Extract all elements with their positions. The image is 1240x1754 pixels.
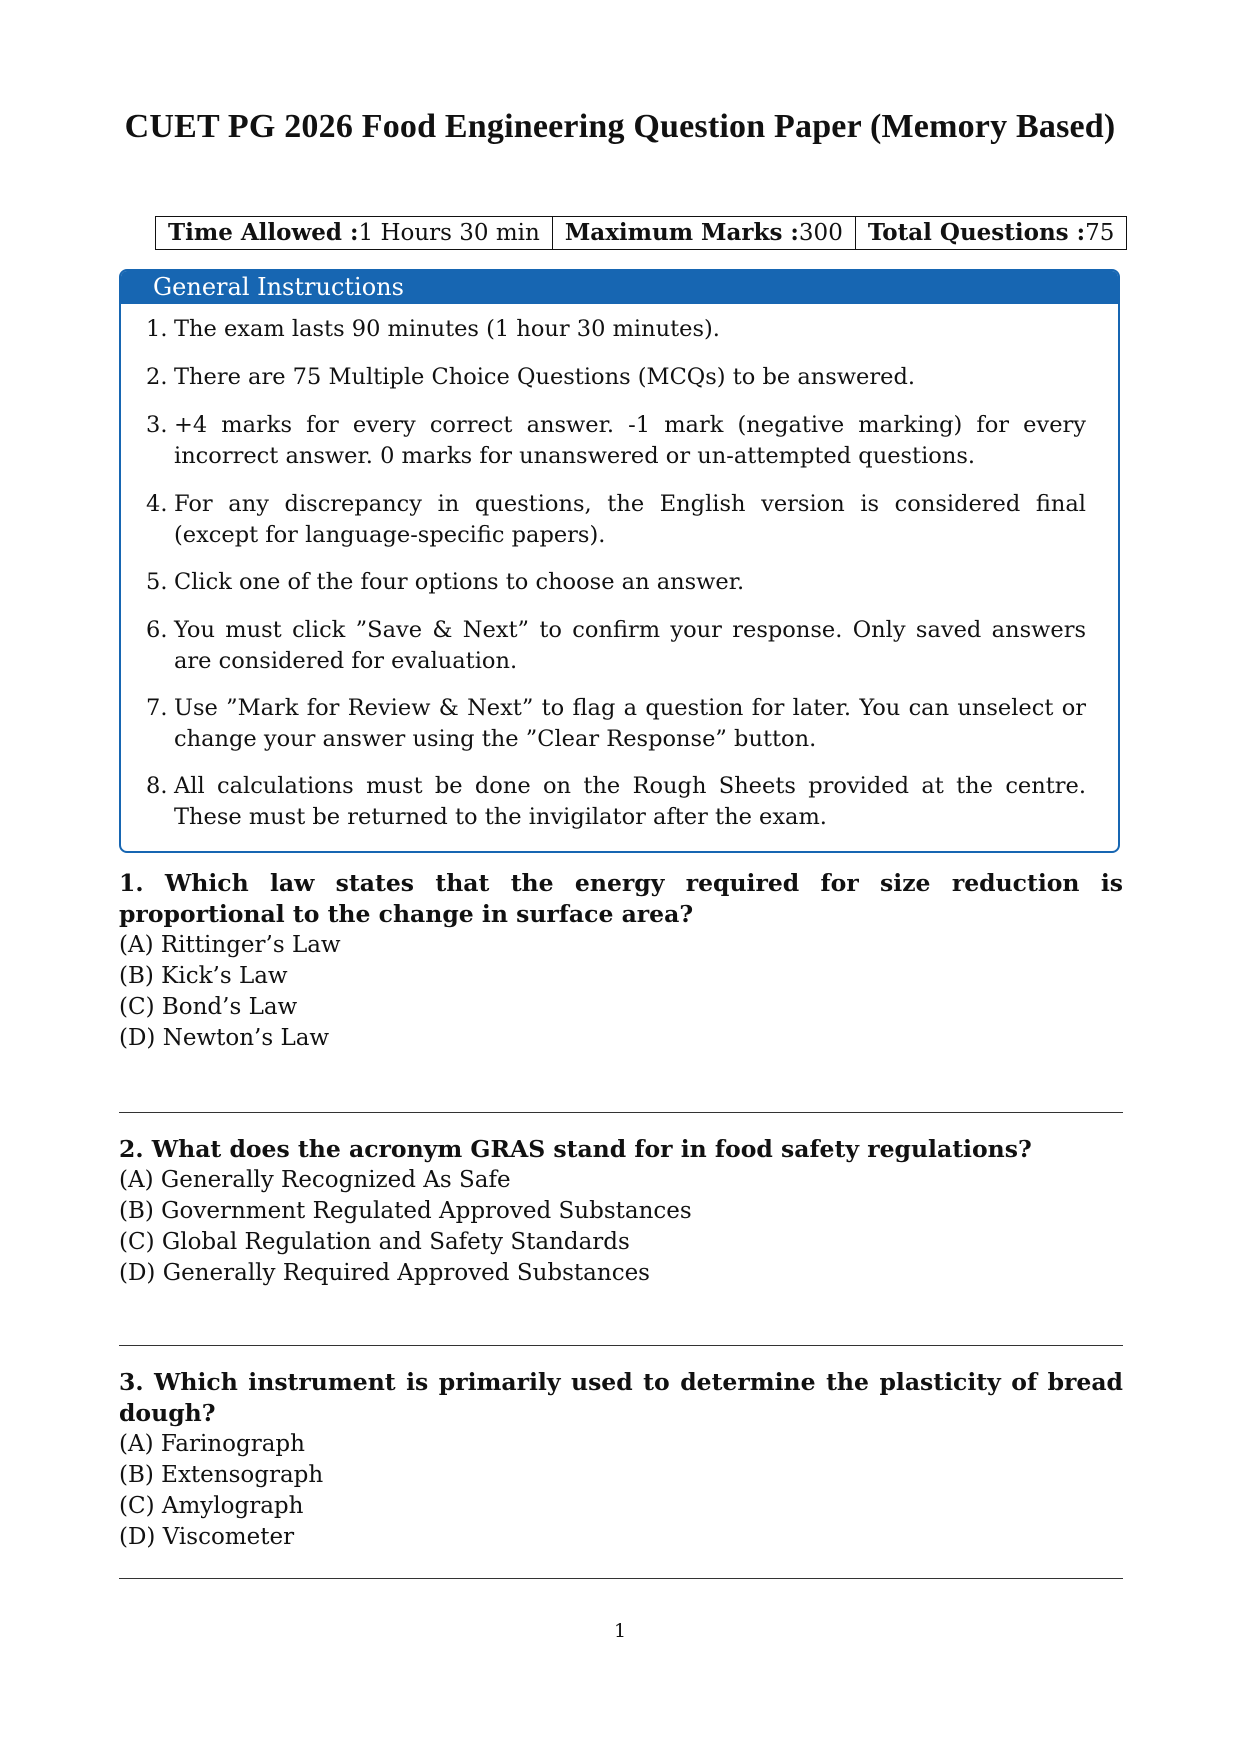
instruction-text: The exam lasts 90 minutes (1 hour 30 minutes). (174, 316, 720, 342)
question-block (119, 1134, 1123, 1289)
option-c: (C) Bond’s Law (119, 994, 298, 1020)
question-text: 1. Which law states that the energy required for size reduction is proportional to the change in surface area? (119, 869, 1123, 928)
option-d: (D) Viscometer (119, 1524, 295, 1550)
page-title: CUET PG 2026 Food Engineering Question Paper (Memory Based) (124, 108, 1116, 145)
total-questions-label: Total Questions : (867, 219, 1086, 246)
question-block (119, 1367, 1123, 1553)
instruction-item (146, 489, 1086, 551)
question-divider (119, 1112, 1123, 1113)
instruction-number: 2. (146, 364, 168, 390)
question-text: 3. Which instrument is primarily used to determine the plasticity of bread dough? (119, 1368, 1123, 1427)
time-allowed-value: 1 Hours 30 min (358, 220, 540, 246)
instruction-text: All calculations must be done on the Rough Sheets provided at the centre. These must be returned to the invigilator after the exam. (174, 773, 1086, 830)
option-b: (B) Government Regulated Approved Substances (119, 1198, 692, 1224)
instruction-text: Click one of the four options to choose an answer. (174, 569, 745, 595)
instruction-number: 1. (146, 316, 168, 342)
instruction-text: Use ”Mark for Review & Next” to flag a question for later. You can unselect or change your answer using the ”Clear Response” button. (174, 695, 1086, 752)
instruction-number: 7. (146, 695, 168, 721)
option-c: (C) Global Regulation and Safety Standards (119, 1229, 630, 1255)
exam-meta-table (155, 216, 1127, 250)
instruction-text: You must click ”Save & Next” to confirm your response. Only saved answers are considered for evaluation. (174, 617, 1086, 674)
option-b: (B) Extensograph (119, 1462, 324, 1488)
instruction-text: There are 75 Multiple Choice Questions (MCQs) to be answered. (174, 364, 915, 390)
option-c: (C) Amylograph (119, 1493, 304, 1519)
option-d: (D) Generally Required Approved Substances (119, 1260, 650, 1286)
instruction-text: For any discrepancy in questions, the English version is considered final (except for language-specific papers). (174, 491, 1086, 548)
total-questions-value: 75 (1085, 220, 1115, 246)
general-instructions-heading: General Instructions (121, 271, 1118, 304)
time-allowed-cell (156, 217, 553, 250)
instruction-item (146, 362, 1086, 393)
maximum-marks-value: 300 (798, 220, 843, 246)
instruction-item (146, 314, 1086, 345)
instruction-number: 3. (146, 412, 168, 438)
instruction-text: +4 marks for every correct answer. -1 mark (negative marking) for every incorrect answer. 0 marks for unanswered or un-attempted questions. (174, 412, 1086, 469)
page-number: 1 (613, 1620, 627, 1642)
maximum-marks-label: Maximum Marks : (564, 219, 799, 246)
option-a: (A) Farinograph (119, 1431, 305, 1457)
option-b: (B) Kick’s Law (119, 963, 288, 989)
option-a: (A) Generally Recognized As Safe (119, 1167, 511, 1193)
instruction-number: 6. (146, 617, 168, 643)
question-block (119, 868, 1123, 1054)
instruction-item (146, 567, 1086, 598)
instruction-item (146, 771, 1086, 833)
instruction-item (146, 410, 1086, 472)
question-text: 2. What does the acronym GRAS stand for in food safety regulations? (119, 1135, 1032, 1163)
maximum-marks-cell (552, 217, 855, 250)
instruction-item (146, 693, 1086, 755)
instruction-number: 8. (146, 773, 168, 799)
option-a: (A) Rittinger’s Law (119, 932, 341, 958)
instruction-number: 4. (146, 491, 168, 517)
instruction-item (146, 615, 1086, 677)
total-questions-cell (855, 217, 1127, 250)
instruction-number: 5. (146, 569, 168, 595)
general-instructions-box (119, 269, 1120, 853)
question-divider (119, 1578, 1123, 1579)
question-divider (119, 1345, 1123, 1346)
option-d: (D) Newton’s Law (119, 1025, 330, 1051)
time-allowed-label: Time Allowed : (168, 219, 359, 246)
